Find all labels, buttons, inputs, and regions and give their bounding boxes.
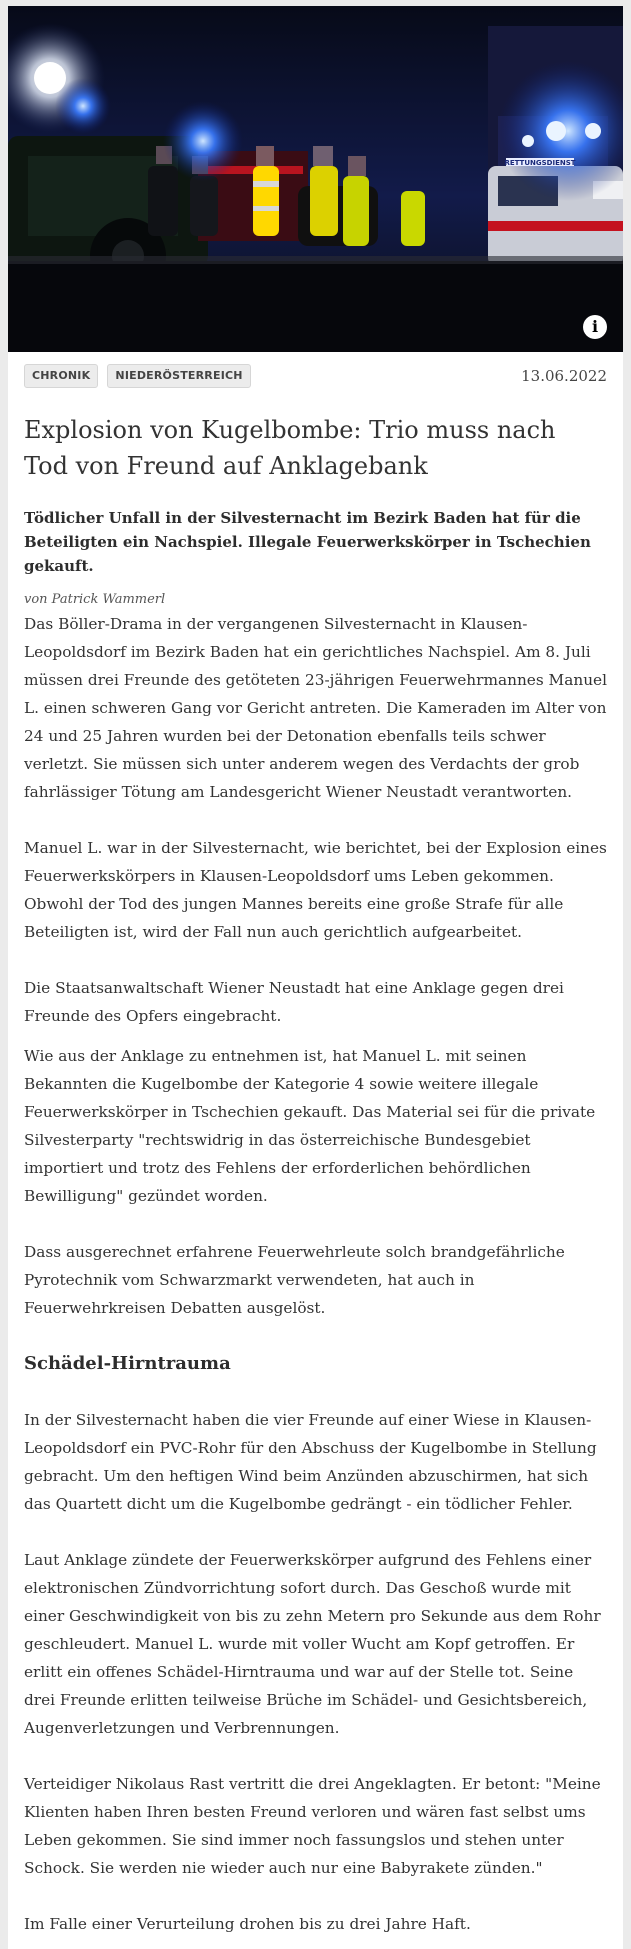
article-lead: Tödlicher Unfall in der Silvesternacht im Bezirk Baden hat für die Beteiligten ein Nachspiel. Illegale Feuerwerkskörper in Tschechien gekauft.	[24, 509, 591, 575]
paragraph: In der Silvesternacht haben die vier Freunde auf einer Wiese in Klausen-Leopoldsdorf ein PVC-Rohr für den Abschuss der Kugelbombe in Stellung gebracht. Um den heftigen Wind beim Anzünden abzuschirmen, hat sich das Quartett dicht um die Kugelbombe gedrängt - ein tödlicher Fehler.	[24, 1411, 597, 1513]
author-byline: von Patrick Wammerl	[24, 592, 166, 607]
paragraph: Die Staatsanwaltschaft Wiener Neustadt hat eine Anklage gegen drei Freunde des Opfers eingebracht.	[24, 979, 564, 1025]
tag-chronik[interactable]: CHRONIK	[24, 364, 98, 388]
ambulance-label: RETTUNGSDIENST	[504, 159, 576, 167]
paragraph: Dass ausgerechnet erfahrene Feuerwehrleute solch brandgefährliche Pyrotechnik vom Schwarzmarkt verwendeten, hat auch in Feuerwehrkreisen Debatten ausgelöst.	[24, 1243, 565, 1317]
paragraph: Verteidiger Nikolaus Rast vertritt die drei Angeklagten. Er betont: "Meine Klienten haben Ihren besten Freund verloren und wären fast selbst ums Leben gekommen. Sie sind immer noch fassungslos und stehen unter Schock. Sie werden nie wieder auch nur eine Babyrakete zünden."	[24, 1775, 601, 1877]
paragraph: Das Böller-Drama in der vergangenen Silvesternacht in Klausen-Leopoldsdorf im Bezirk Baden hat ein gerichtliches Nachspiel. Am 8. Juli müssen drei Freunde des getöteten 23-jährigen Feuerwehrmannes Manuel L. einen schweren Gang vor Gericht antreten. Die Kameraden im Alter von 24 und 25 Jahren wurden bei der Detonation ebenfalls teils schwer verletzt. Sie müssen sich unter anderem wegen des Verdachts der grob fahrlässiger Tötung am Landesgericht Wiener Neustadt verantworten.	[24, 615, 607, 801]
publish-date: 13.06.2022	[521, 367, 607, 385]
night-scene-photo	[8, 6, 623, 352]
tag-niederoesterreich[interactable]: NIEDERÖSTERREICH	[107, 364, 250, 388]
paragraph: Laut Anklage zündete der Feuerwerkskörper aufgrund des Fehlens einer elektronischen Zündvorrichtung sofort durch. Das Geschoß wurde mit einer Geschwindigkeit von bis zu zehn Metern pro Sekunde aus dem Rohr geschleudert. Manuel L. wurde mit voller Wucht am Kopf getroffen. Er erlitt ein offenes Schädel-Hirntrauma und war auf der Stelle tot. Seine drei Freunde erlitten teilweise Brüche im Schädel- und Gesichtsbereich, Augenverletzungen und Verbrennungen.	[24, 1551, 601, 1737]
article-title: Explosion von Kugelbombe: Trio muss nach Tod von Freund auf Anklagebank	[24, 416, 556, 480]
paragraph: Wie aus der Anklage zu entnehmen ist, hat Manuel L. mit seinen Bekannten die Kugelbombe der Kategorie 4 sowie weitere illegale Feuerwerkskörper in Tschechien gekauft. Das Material sei für die private Silvesterparty "rechtswidrig in das österreichische Bundesgebiet importiert und trotz des Fehlens der erforderlichen behördlichen Bewilligung" gezündet worden.	[24, 1047, 596, 1205]
paragraph: Im Falle einer Verurteilung drohen bis zu drei Jahre Haft.	[24, 1915, 471, 1933]
meta-row	[24, 364, 607, 390]
article-image[interactable]	[8, 6, 623, 352]
paragraph: Manuel L. war in der Silvesternacht, wie berichtet, bei der Explosion eines Feuerwerkskörpers in Klausen-Leopoldsdorf ums Leben gekommen. Obwohl der Tod des jungen Mannes bereits eine große Strafe für alle Beteiligten ist, wird der Fall nun auch gerichtlich aufgearbeitet.	[24, 839, 607, 941]
article-body	[24, 412, 607, 1938]
info-icon[interactable]: i	[583, 315, 607, 339]
article-card	[8, 6, 623, 1949]
section-heading: Schädel-Hirntrauma	[24, 1353, 231, 1374]
